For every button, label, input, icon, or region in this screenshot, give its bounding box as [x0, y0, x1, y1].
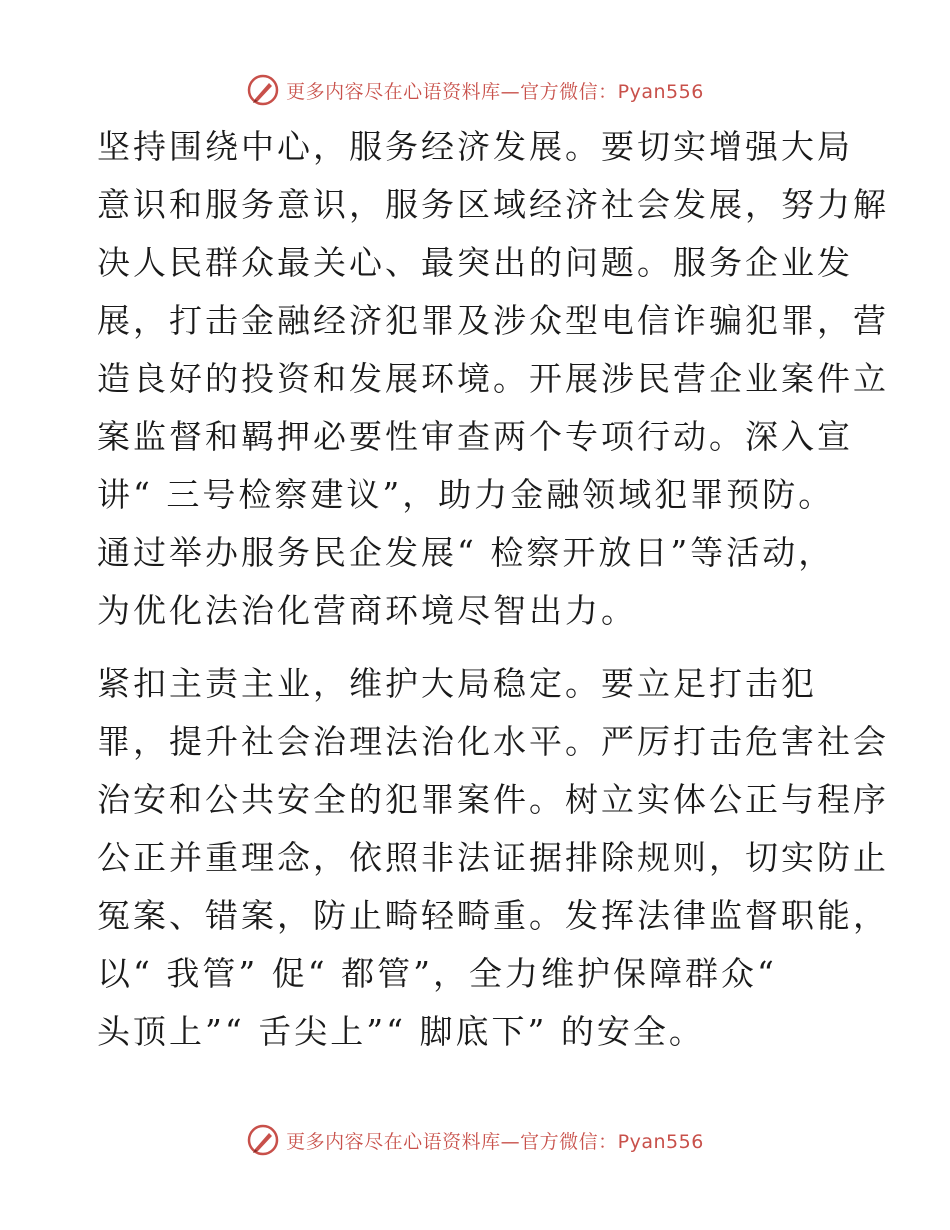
text-line: 罪，提升社会治理法治化水平。严厉打击危害社会 [97, 722, 889, 761]
text-line: 展，打击金融经济犯罪及涉众型电信诈骗犯罪，营 [97, 301, 889, 340]
text-line: 头顶上”“ 舌尖上”“ 脚底下” 的安全。 [97, 1012, 705, 1051]
text-line: 为优化法治化营商环境尽智出力。 [97, 591, 637, 630]
text-line: 讲“ 三号检察建议”，助力金融领域犯罪预防。 [97, 475, 835, 514]
text-line: 治安和公共安全的犯罪案件。树立实体公正与程序 [97, 780, 889, 819]
text-line: 通过举办服务民企发展“ 检察开放日”等活动， [97, 533, 835, 572]
watermark-text: 更多内容尽在心语资料库—官方微信：Pyan556 [286, 80, 704, 103]
document-body [97, 118, 889, 1061]
text-line: 公正并重理念，依照非法证据排除规则，切实防止 [97, 838, 889, 877]
text-line: 坚持围绕中心，服务经济发展。要切实增强大局 [97, 127, 853, 166]
text-line: 冤案、错案，防止畸轻畸重。发挥法律监督职能， [97, 896, 889, 935]
text-line: 以“ 我管” 促“ 都管”，全力维护保障群众“ [97, 954, 777, 993]
paragraph-2 [97, 655, 889, 1061]
text-line: 案监督和羁押必要性审查两个专项行动。深入宣 [97, 417, 853, 456]
watermark-header [0, 70, 950, 110]
pen-logo-icon [246, 1123, 280, 1157]
pen-logo-icon [246, 73, 280, 107]
text-line: 造良好的投资和发展环境。开展涉民营企业案件立 [97, 359, 889, 398]
watermark-footer [0, 1120, 950, 1160]
text-line: 意识和服务意识，服务区域经济社会发展，努力解 [97, 185, 889, 224]
paragraph-1 [97, 118, 889, 640]
text-line: 决人民群众最关心、最突出的问题。服务企业发 [97, 243, 853, 282]
text-line: 紧扣主责主业，维护大局稳定。要立足打击犯 [97, 664, 817, 703]
watermark-text: 更多内容尽在心语资料库—官方微信：Pyan556 [286, 1130, 704, 1153]
